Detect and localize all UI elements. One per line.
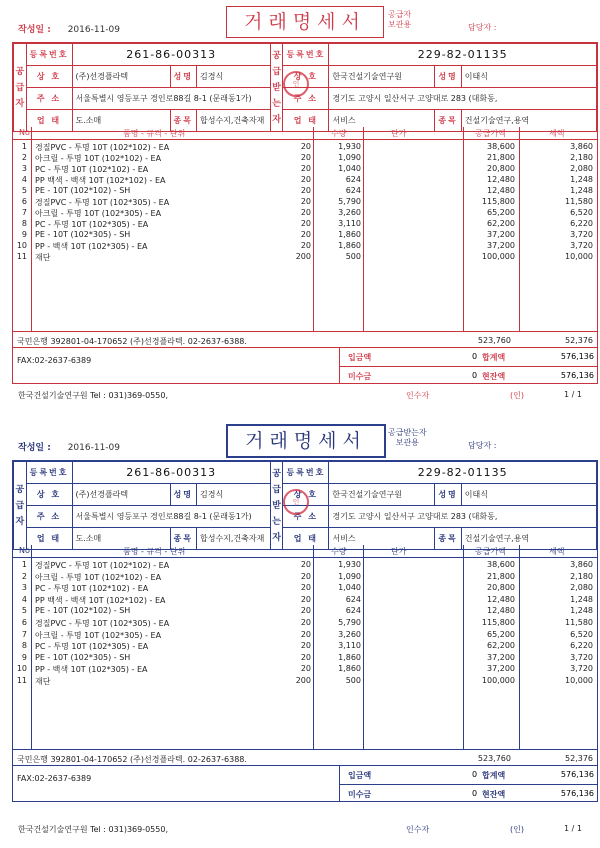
item-desc: PP - 백색 10T (102*305) - EA — [35, 665, 148, 675]
document-title: 거래명세서 — [226, 6, 384, 38]
item-row — [13, 664, 597, 675]
supplier-item-label: 종목 — [170, 528, 196, 550]
sum-label: 합계액 — [482, 771, 506, 780]
item-no: 4 — [21, 175, 27, 184]
item-amount: 62,200 — [487, 219, 515, 228]
item-desc: PE - 10T (102*305) - SH — [35, 652, 131, 662]
supplier-reg-label: 등록번호 — [26, 44, 72, 66]
receiver-type-label: 업 태 — [283, 528, 329, 550]
supplier-type: 도.소매 — [72, 110, 170, 132]
item-qty: 20 — [300, 230, 311, 239]
supplier-name-label: 상 호 — [26, 66, 72, 88]
col-desc: 품명 - 규격 - 단위 — [123, 129, 186, 138]
item-qty: 20 — [300, 571, 311, 581]
item-qty: 200 — [295, 252, 311, 261]
item-amount: 100,000 — [481, 676, 515, 685]
item-amount: 115,800 — [481, 197, 515, 206]
item-tax: 1,248 — [570, 594, 593, 604]
receiver-sign-label: 인수자 — [406, 391, 430, 400]
item-tax: 1,248 — [570, 175, 593, 184]
balance-label: 현잔액 — [482, 790, 506, 799]
item-no: 6 — [21, 618, 27, 627]
supplier-reg-no: 261-86-00313 — [72, 462, 270, 484]
item-tax: 1,248 — [570, 186, 593, 195]
item-price: 3,260 — [338, 629, 361, 639]
item-desc: 경질PVC - 투명 10T (102*305) - EA — [35, 619, 170, 628]
item-row — [13, 630, 597, 641]
date-label: 작성일 : — [18, 443, 51, 453]
sum-label: 합계액 — [482, 353, 506, 362]
copy-role-top: 공급자 — [388, 10, 412, 19]
item-desc: 재단 — [35, 677, 51, 686]
item-no: 2 — [21, 153, 27, 162]
item-desc: 경질PVC - 투명 10T (102*102) - EA — [35, 561, 170, 570]
item-no: 11 — [16, 252, 27, 261]
col-tax: 세액 — [549, 547, 565, 556]
item-column-header — [13, 127, 597, 140]
item-price: 1,040 — [338, 164, 361, 173]
summary-row — [13, 749, 597, 765]
col-qty: 수량 — [331, 129, 347, 138]
payment-table — [339, 766, 598, 801]
supplier-side-label: 공급자 — [14, 44, 27, 132]
supplier-name-label: 상 호 — [26, 484, 72, 506]
item-row — [13, 572, 597, 583]
copy-role — [388, 10, 411, 30]
item-tax: 10,000 — [565, 252, 593, 261]
item-desc: PE - 10T (102*102) - SH — [35, 606, 131, 616]
item-row — [13, 641, 597, 652]
item-no: 2 — [21, 571, 27, 581]
receiver-item: 건설기술연구,용역 — [461, 528, 596, 550]
item-price: 1,860 — [338, 664, 361, 674]
payment-line — [340, 784, 598, 802]
item-tax: 6,220 — [570, 219, 593, 228]
bank-line: 국민은행 392801-04-170652 (주)선경플라텍. 02-2637-6388. — [17, 337, 247, 346]
item-no: 7 — [21, 208, 27, 217]
balance-value: 576,136 — [560, 371, 594, 380]
receiver-addr: 경기도 고양시 일산서구 고양대로 283 (대화동, — [329, 88, 597, 110]
payment-table — [339, 348, 598, 383]
payment-line — [340, 766, 598, 783]
item-qty: 20 — [300, 164, 311, 173]
item-qty: 20 — [300, 594, 311, 604]
item-row — [13, 219, 597, 230]
receiver-addr-label: 주 소 — [283, 506, 329, 528]
total-tax: 52,376 — [565, 754, 593, 763]
document-title: 거래명세서 — [226, 424, 386, 458]
item-price: 624 — [345, 594, 361, 604]
item-qty: 20 — [300, 629, 311, 639]
receiver-type-label: 업 태 — [283, 110, 329, 132]
bank-line: 국민은행 392801-04-170652 (주)선경플라텍. 02-2637-6388. — [17, 755, 247, 764]
supplier-rep: 김경식 — [197, 484, 271, 506]
item-tax: 3,860 — [570, 560, 593, 569]
col-qty: 수량 — [331, 547, 347, 556]
item-amount: 12,480 — [487, 606, 515, 616]
item-amount: 12,480 — [487, 175, 515, 184]
date-line — [18, 440, 120, 453]
payment-summary — [13, 765, 597, 801]
supplier-addr-label: 주 소 — [26, 506, 72, 528]
supplier-type: 도.소매 — [72, 528, 170, 550]
date-line — [18, 22, 120, 35]
item-no: 6 — [21, 197, 27, 206]
item-amount: 12,480 — [487, 594, 515, 604]
item-desc: PC - 투명 10T (102*305) - EA — [35, 642, 149, 652]
item-desc: 아크릴 - 투명 10T (102*305) - EA — [35, 630, 162, 640]
item-no: 9 — [21, 652, 27, 662]
item-price: 3,110 — [338, 641, 361, 651]
item-amount: 100,000 — [481, 252, 515, 261]
item-price: 5,790 — [338, 618, 361, 627]
item-desc: 경질PVC - 투명 10T (102*102) - EA — [35, 143, 170, 152]
item-no: 5 — [21, 606, 27, 616]
item-tax: 1,248 — [570, 606, 593, 616]
item-qty: 20 — [300, 664, 311, 674]
item-no: 11 — [16, 676, 27, 685]
item-row — [13, 197, 597, 208]
receiver-type: 서비스 — [329, 528, 435, 550]
item-price: 5,790 — [338, 197, 361, 206]
item-tax: 6,520 — [570, 208, 593, 217]
supplier-addr: 서울특별시 영등포구 경인로88길 8-1 (문래동1가) — [72, 88, 270, 110]
payment-summary — [13, 347, 597, 383]
sum-value: 576,136 — [560, 770, 594, 779]
balance-value: 576,136 — [560, 789, 594, 798]
col-desc: 품명 - 규격 - 단위 — [123, 547, 186, 556]
deposit-label: 입금액 — [348, 771, 372, 780]
item-qty: 20 — [300, 652, 311, 662]
supplier-reg-label: 등록번호 — [26, 462, 72, 484]
item-qty: 20 — [300, 241, 311, 250]
receiver-sign-label: 인수자 — [406, 825, 430, 834]
receiver-item-label: 종목 — [435, 528, 461, 550]
item-row — [13, 595, 597, 606]
receiver-rep-label: 성명 — [435, 484, 461, 506]
item-price: 624 — [345, 606, 361, 616]
item-no: 7 — [21, 629, 27, 639]
receiver-addr: 경기도 고양시 일산서구 고양대로 283 (대화동, — [329, 506, 597, 528]
payment-line — [340, 348, 598, 365]
item-qty: 20 — [300, 606, 311, 616]
item-desc: 아크릴 - 투명 10T (102*305) - EA — [35, 209, 162, 218]
item-desc: PP 백색 - 백색 10T (102*102) - EA — [35, 595, 166, 605]
item-qty: 20 — [300, 142, 311, 151]
item-price: 3,260 — [338, 208, 361, 217]
item-amount: 21,800 — [487, 571, 515, 581]
item-row — [13, 560, 597, 571]
item-tax: 11,580 — [565, 197, 593, 206]
col-tax: 세액 — [549, 129, 565, 138]
deposit-label: 입금액 — [348, 353, 372, 362]
item-tax: 3,720 — [570, 652, 593, 662]
item-qty: 200 — [295, 676, 311, 685]
item-tax: 2,180 — [570, 571, 593, 581]
item-row — [13, 606, 597, 617]
manager-label: 담당자 : — [468, 23, 497, 32]
total-amount: 523,760 — [477, 754, 511, 763]
deposit-value: 0 — [472, 770, 478, 779]
item-desc: PC - 투명 10T (102*102) - EA — [35, 165, 149, 174]
receiver-name-label: 상 호 — [283, 66, 329, 88]
supplier-item: 합성수지,건축자재 — [197, 528, 271, 550]
item-row — [13, 653, 597, 664]
item-tax: 6,220 — [570, 641, 593, 651]
col-amount: 공급가액 — [475, 547, 506, 556]
item-qty: 20 — [300, 175, 311, 184]
item-row — [13, 241, 597, 252]
col-amount: 공급가액 — [475, 129, 506, 138]
item-desc: 재단 — [35, 253, 51, 262]
item-no: 3 — [21, 583, 27, 593]
item-amount: 65,200 — [487, 629, 515, 639]
item-qty: 20 — [300, 618, 311, 627]
item-amount: 20,800 — [487, 583, 515, 593]
receiver-rep: 이태식 — [461, 484, 596, 506]
summary-row — [13, 331, 597, 347]
footer-contact: 한국건설기술연구원 Tel : 031)369-0550, — [18, 391, 168, 400]
balance-label: 현잔액 — [482, 372, 506, 381]
receiver-reg-label: 등록번호 — [283, 44, 329, 66]
page-number: 1 / 1 — [564, 824, 582, 833]
item-desc: PC - 투명 10T (102*102) - EA — [35, 584, 149, 594]
item-no: 10 — [16, 664, 27, 674]
fax-number: FAX:02-2637-6389 — [17, 774, 92, 783]
date-label: 작성일 : — [18, 25, 51, 35]
item-amount: 20,800 — [487, 164, 515, 173]
company-seal-icon: 인 — [283, 489, 309, 515]
receiver-side-label: 공급받는자 — [270, 462, 283, 550]
receiver-item-label: 종목 — [435, 110, 461, 132]
item-desc: PE - 10T (102*102) - SH — [35, 186, 131, 195]
unpaid-label: 미수금 — [348, 790, 372, 799]
company-seal-icon: 인 — [283, 71, 309, 97]
supplier-rep-label: 성명 — [170, 66, 196, 88]
item-qty: 20 — [300, 197, 311, 206]
receiver-addr-label: 주 소 — [283, 88, 329, 110]
supplier-copy — [0, 0, 600, 410]
item-qty: 20 — [300, 208, 311, 217]
item-row — [13, 186, 597, 197]
item-tax: 2,180 — [570, 153, 593, 162]
item-no: 10 — [16, 241, 27, 250]
unpaid-value: 0 — [472, 371, 478, 380]
deposit-value: 0 — [472, 352, 478, 361]
issue-date: 2016-11-09 — [67, 25, 121, 35]
item-tax: 3,720 — [570, 230, 593, 239]
item-price: 1,930 — [338, 560, 361, 569]
supplier-addr: 서울특별시 영등포구 경인로88길 8-1 (문래동1가) — [72, 506, 270, 528]
receiver-reg-label: 등록번호 — [283, 462, 329, 484]
receiver-item: 건설기술연구,용역 — [461, 110, 596, 132]
footer-contact: 한국건설기술연구원 Tel : 031)369-0550, — [18, 825, 168, 834]
copy-role-top: 공급받는자 — [388, 428, 427, 437]
item-row — [13, 583, 597, 594]
item-no: 8 — [21, 641, 27, 651]
item-price: 1,860 — [338, 241, 361, 250]
col-price: 단가 — [391, 547, 407, 556]
item-no: 1 — [21, 142, 27, 151]
issue-date: 2016-11-09 — [67, 443, 121, 453]
receiver-name: 한국건설기술연구원 — [329, 484, 435, 506]
item-qty: 20 — [300, 560, 311, 569]
item-tax: 3,720 — [570, 241, 593, 250]
item-row — [13, 208, 597, 219]
item-price: 500 — [345, 252, 361, 261]
item-no: 1 — [21, 560, 27, 569]
copy-role-bottom: 보관용 — [395, 438, 419, 447]
receiver-name-label: 상 호 — [283, 484, 329, 506]
item-tax: 6,520 — [570, 629, 593, 639]
item-amount: 37,200 — [487, 664, 515, 674]
sign-seal: (인) — [510, 391, 524, 400]
item-row — [13, 153, 597, 164]
item-qty: 20 — [300, 219, 311, 228]
item-price: 624 — [345, 175, 361, 184]
unpaid-value: 0 — [472, 789, 478, 798]
item-desc: 아크릴 - 투명 10T (102*102) - EA — [35, 572, 162, 582]
supplier-name: (주)선경플라텍 — [72, 484, 170, 506]
item-tax: 2,080 — [570, 164, 593, 173]
item-desc: PE - 10T (102*305) - SH — [35, 230, 131, 239]
item-desc: PP 백색 - 백색 10T (102*102) - EA — [35, 176, 166, 185]
receiver-side-label: 공급받는자 — [270, 44, 283, 132]
receiver-rep: 이태식 — [461, 66, 596, 88]
supplier-side-label: 공급자 — [14, 462, 27, 550]
receiver-name: 한국건설기술연구원 — [329, 66, 435, 88]
receiver-copy — [0, 418, 600, 843]
page-number: 1 / 1 — [564, 390, 582, 399]
item-row — [13, 676, 597, 687]
item-price: 1,860 — [338, 230, 361, 239]
item-amount: 21,800 — [487, 153, 515, 162]
supplier-addr-label: 주 소 — [26, 88, 72, 110]
item-desc: 경질PVC - 투명 10T (102*305) - EA — [35, 198, 170, 207]
supplier-item-label: 종목 — [170, 110, 196, 132]
statement-frame — [12, 42, 598, 384]
receiver-reg-no: 229-82-01135 — [329, 44, 597, 66]
item-no: 8 — [21, 219, 27, 228]
item-tax: 10,000 — [565, 676, 593, 685]
fax-number: FAX:02-2637-6389 — [17, 356, 92, 365]
item-no: 3 — [21, 164, 27, 173]
item-price: 1,090 — [338, 571, 361, 581]
supplier-reg-no: 261-86-00313 — [72, 44, 270, 66]
item-qty: 20 — [300, 186, 311, 195]
supplier-rep-label: 성명 — [170, 484, 196, 506]
item-row — [13, 618, 597, 629]
item-no: 5 — [21, 186, 27, 195]
item-amount: 37,200 — [487, 230, 515, 239]
item-tax: 11,580 — [565, 618, 593, 627]
col-no: No — [19, 546, 30, 555]
item-price: 1,860 — [338, 652, 361, 662]
item-no: 9 — [21, 230, 27, 239]
col-no: No — [19, 128, 30, 137]
item-price: 1,040 — [338, 583, 361, 593]
item-amount: 38,600 — [487, 560, 515, 569]
copy-role — [388, 428, 427, 448]
item-row — [13, 175, 597, 186]
sign-seal: (인) — [510, 825, 524, 834]
item-row — [13, 230, 597, 241]
item-price: 3,110 — [338, 219, 361, 228]
item-no: 4 — [21, 594, 27, 604]
receiver-rep-label: 성명 — [435, 66, 461, 88]
item-tax: 3,720 — [570, 664, 593, 674]
item-price: 624 — [345, 186, 361, 195]
item-qty: 20 — [300, 583, 311, 593]
item-amount: 38,600 — [487, 142, 515, 151]
item-amount: 37,200 — [487, 652, 515, 662]
total-tax: 52,376 — [565, 336, 593, 345]
item-tax: 3,860 — [570, 142, 593, 151]
item-amount: 12,480 — [487, 186, 515, 195]
supplier-item: 합성수지,건축자재 — [197, 110, 271, 132]
item-qty: 20 — [300, 153, 311, 162]
receiver-reg-no: 229-82-01135 — [329, 462, 597, 484]
item-column-header — [13, 545, 597, 558]
item-desc: PC - 투명 10T (102*305) - EA — [35, 220, 149, 229]
sum-value: 576,136 — [560, 352, 594, 361]
supplier-rep: 김경식 — [197, 66, 271, 88]
receiver-type: 서비스 — [329, 110, 435, 132]
manager-label: 담당자 : — [468, 441, 497, 450]
total-amount: 523,760 — [477, 336, 511, 345]
item-amount: 37,200 — [487, 241, 515, 250]
supplier-name: (주)선경플라텍 — [72, 66, 170, 88]
item-amount: 65,200 — [487, 208, 515, 217]
item-row — [13, 142, 597, 153]
item-row — [13, 252, 597, 263]
item-amount: 62,200 — [487, 641, 515, 651]
item-price: 1,090 — [338, 153, 361, 162]
item-desc: 아크릴 - 투명 10T (102*102) - EA — [35, 154, 162, 163]
item-tax: 2,080 — [570, 583, 593, 593]
col-price: 단가 — [391, 129, 407, 138]
supplier-type-label: 업 태 — [26, 528, 72, 550]
statement-frame — [12, 460, 598, 802]
item-row — [13, 164, 597, 175]
item-qty: 20 — [300, 641, 311, 651]
item-price: 1,930 — [338, 142, 361, 151]
item-price: 500 — [345, 676, 361, 685]
payment-line — [340, 366, 598, 384]
unpaid-label: 미수금 — [348, 372, 372, 381]
supplier-type-label: 업 태 — [26, 110, 72, 132]
item-desc: PP - 백색 10T (102*305) - EA — [35, 242, 148, 251]
copy-role-bottom: 보관용 — [388, 20, 412, 29]
item-amount: 115,800 — [481, 618, 515, 627]
